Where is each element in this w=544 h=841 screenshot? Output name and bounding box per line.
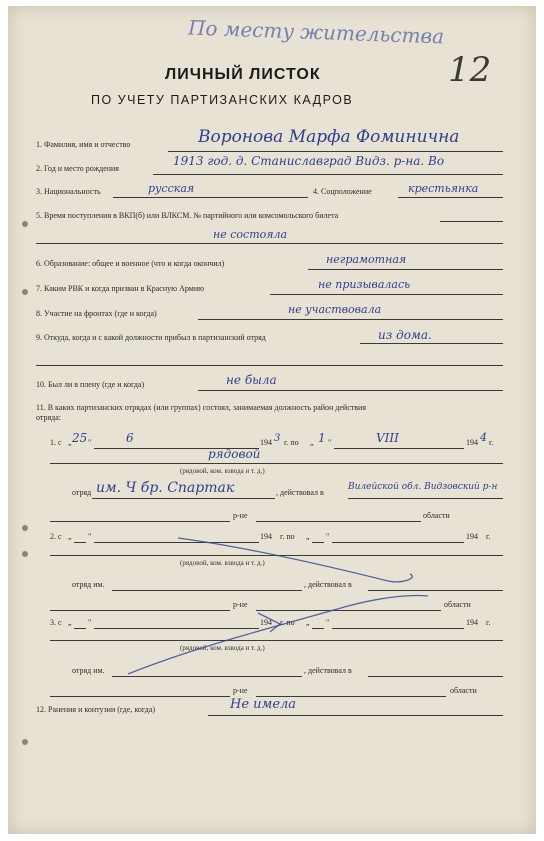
field-7-label: 7. Каким РВК и когда призван в Красную Армию — [36, 284, 205, 293]
det1-month: 6 — [126, 431, 134, 445]
det1-area: Вилейской обл. Видзовский р-н — [348, 482, 498, 492]
form-subtitle: ПО УЧЕТУ ПАРТИЗАНСКИХ КАДРОВ — [91, 93, 354, 107]
cross-out-strokes — [8, 6, 536, 834]
field-6-label: 6. Образование: общее и военное (что и когда окончил) — [36, 259, 225, 268]
det1-detachment-label: отряд — [72, 488, 92, 497]
field-10-label: 10. Был ли в плену (где и когда) — [36, 380, 145, 389]
field-8-label: 8. Участие на фронтах (где и когда) — [36, 309, 157, 318]
document-sheet: По месту жительства 12 ЛИЧНЫЙ ЛИСТОК ПО УЧЕТУ ПАРТИЗАНСКИХ КАДРОВ 1. Фамилия, имя и отчество Воронова Марфа Фоминична 2. Год и место рождения 1913 год. д. Станиславград Видз. р-на. Во 3. Национальность русская 4. Соцположение крестьянка 5. Время поступления в ВКП(б) или ВЛКСМ. № партийного или комсомольского билета не состояла 6. Образование: общее и военное (что и когда окончил) неграмотная 7. Каким РВК и когда призван в Красную Армию не призывалась 8. Участие на фронтах (где и когда) не участвовала 9. Откуда, когда и с какой должности прибыл в партизанский отряд из дома. 10. Был ли в плену (где и когда) не была 11. В каких партизанских отрядах (или группах) состоял, занимаемая должность район действия отряда: 1. с „ 25 " 6 194 3 г. по „ 1 " VIII 194 4 г. рядовой (рядовой, ком. взвода и т. д.) отряд им. Ч бр. Спартак , действовал в Вилейской обл. Видзовский р-н р-не области 2. с „ " 194 г. по „ " 194 г. (рядовой, ком. взвода и т. д.) отряд им. , действовал в р-не области 3. с „ " 194 г. по „ " 194 г. (рядовой, ком. взвода и т. д.) отряд им. , действовал в р-не области 12. Ранения и контузии (где, когда) Не имела — [8, 6, 536, 834]
field-2-value: 1913 год. д. Станиславград Видз. р-на. Во — [173, 154, 445, 168]
det3-detachment-label: отряд им. — [72, 666, 105, 675]
det1-num: 1. с — [50, 438, 62, 447]
field-5-label: 5. Время поступления в ВКП(б) или ВЛКСМ. № партийного или комсомольского билета — [36, 211, 339, 220]
form-title: ЛИЧНЫЙ ЛИСТОК — [165, 66, 321, 83]
role-caption: (рядовой, ком. взвода и т. д.) — [180, 644, 265, 652]
det1-role: рядовой — [208, 447, 261, 461]
det2-num: 2. с — [50, 532, 62, 541]
field-8-value: не участвовала — [288, 303, 382, 316]
field-11-label: 11. В каких партизанских отрядах (или группах) состоял, занимаемая должность район действия — [36, 403, 366, 412]
det1-detachment-value: им. Ч бр. Спартак — [96, 480, 235, 496]
field-7-value: не призывалась — [318, 278, 411, 291]
det1-day: 25 — [72, 431, 88, 445]
field-12-value: Не имела — [230, 697, 297, 712]
field-3-label: 3. Национальность — [36, 187, 101, 196]
field-4-label: 4. Соцположение — [313, 187, 372, 196]
det1-to-year-digit: 4 — [480, 431, 487, 444]
field-12-label: 12. Ранения и контузии (где, когда) — [36, 705, 156, 714]
det1-year-digit: 3 — [274, 433, 281, 444]
det1-to-month: VIII — [376, 431, 399, 445]
field-3-value: русская — [148, 182, 195, 195]
field-6-value: неграмотная — [326, 253, 407, 266]
field-5-value: не состояла — [213, 228, 288, 241]
role-caption: (рядовой, ком. взвода и т. д.) — [180, 559, 265, 567]
det2-detachment-label: отряд им. — [72, 580, 105, 589]
field-11-label-b: отряда: — [36, 413, 62, 422]
field-9-label: 9. Откуда, когда и с какой должности прибыл в партизанский отряд — [36, 333, 266, 342]
field-9-value: из дома. — [378, 328, 432, 342]
field-10-value: не была — [226, 373, 277, 387]
field-2-label: 2. Год и место рождения — [36, 164, 119, 173]
field-1-label: 1. Фамилия, имя и отчество — [36, 140, 131, 149]
det1-to-day: 1 — [318, 431, 326, 445]
page-number: 12 — [448, 50, 492, 90]
role-caption: (рядовой, ком. взвода и т. д.) — [180, 467, 265, 475]
det3-num: 3. с — [50, 618, 62, 627]
field-1-value: Воронова Марфа Фоминична — [198, 127, 460, 147]
top-handwritten-note: По месту жительства — [187, 15, 445, 49]
field-4-value: крестьянка — [408, 182, 479, 195]
